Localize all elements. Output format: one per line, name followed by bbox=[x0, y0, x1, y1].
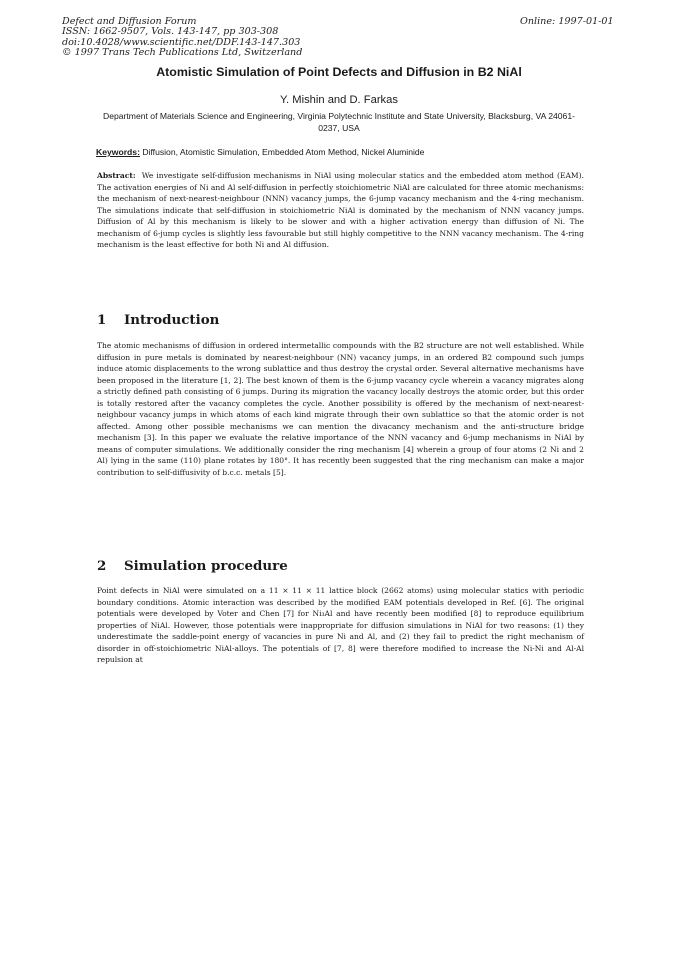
keywords bbox=[96, 146, 616, 158]
affiliation: Department of Materials Science and Engineering, Virginia Polytechnic Institute and State University, Blacksburg, VA 24061-0237, USA bbox=[103, 111, 575, 133]
journal-header bbox=[62, 17, 362, 59]
paragraph: The atomic mechanisms of diffusion in ordered intermetallic compounds with the B2 structure are not well established. While diffusion in pure metals is dominated by nearest-neighbour (NN) vacancy jumps, in an ordered B2 compound such jumps induce atomic displacements to the wrong sublattice and thus destroy the crystal order. Several alternative mechanisms have been proposed in the literature [1, 2]. The best known of them is the 6-jump vacancy cycle wherein a vacancy migrates along a strictly defined path consisting of 6 jumps. During its migration the vacancy locally destroys the atomic order, but this order is totally restored after the vacancy completes the cycle. Another possibility is offered by the mechanism of next-nearest-neighbour vacancy jumps in which atoms of each kind migrate through their own sublattice so that the atomic order is not affected. Among other possible mechanisms we can mention the divacancy mechanism and the anti-structure bridge mechanism [3]. In this paper we evaluate the relative importance of the NNN vacancy and 6-jump mechanisms in NiAl by means of computer simulations. We additionally consider the ring mechanism [4] wherein a group of four atoms (2 Ni and 2 Al) lying in the same (110) plane rotates by 180°. It has recently been suggested that the ring mechanism can make a major contribution to self-diffusivity of b.c.c. metals [5]. bbox=[97, 341, 584, 478]
section-number: 2 bbox=[97, 558, 107, 574]
authors: Y. Mishin and D. Farkas bbox=[280, 94, 398, 106]
section-number: 1 bbox=[97, 312, 107, 328]
simulation-body bbox=[97, 585, 584, 666]
section-heading-introduction bbox=[97, 312, 219, 328]
doi-line: doi:10.4028/www.scientific.net/DDF.143-147.303 bbox=[62, 36, 301, 48]
section-title: Simulation procedure bbox=[124, 558, 288, 574]
journal-name: Defect and Diffusion Forum bbox=[62, 16, 197, 27]
section-title: Introduction bbox=[124, 312, 220, 328]
paragraph: Point defects in NiAl were simulated on a 11 × 11 × 11 lattice block (2662 atoms) using molecular statics with periodic boundary conditions. Atomic interaction was described by the modified EAM potentials developed in Ref. [6]. The original potentials were developed by Voter and Chen [7] for Ni₃Al and have recently been modified [8] to reproduce equilibrium properties of NiAl. However, those potentials were inappropriate for diffusion simulations in NiAl for two reasons: (1) they underestimate the saddle-point energy of vacancies in pure Ni and Al, and (2) they fail to predict the right mechanism of disorder in off-stoichiometric NiAl-alloys. The potentials of [7, 8] were therefore modified to increase the Ni-Ni and Al-Al repulsion at bbox=[97, 586, 584, 665]
paper-title: Atomistic Simulation of Point Defects and Diffusion in B2 NiAl bbox=[156, 65, 522, 79]
abstract-label: Abstract: bbox=[97, 171, 136, 180]
issn-line: ISSN: 1662-9507, Vols. 143-147, pp 303-308 bbox=[62, 26, 279, 38]
abstract bbox=[97, 170, 584, 251]
online-date: Online: 1997-01-01 bbox=[520, 16, 614, 27]
introduction-body bbox=[97, 340, 584, 479]
copyright-line: © 1997 Trans Tech Publications Ltd, Switzerland bbox=[62, 47, 303, 59]
section-heading-simulation bbox=[97, 558, 288, 574]
keywords-text: Diffusion, Atomistic Simulation, Embedded Atom Method, Nickel Aluminide bbox=[142, 147, 425, 157]
keywords-label: Keywords: bbox=[96, 147, 140, 157]
abstract-text: We investigate self-diffusion mechanisms in NiAl using molecular statics and the embedded atom method (EAM). The activation energies of Ni and Al self-diffusion in perfectly stoichiometric NiAl are calculated for three atomic mechanisms: the mechanism of next-nearest-neighbour (NNN) vacancy jumps, the 6-jump vacancy mechanism and the 4-ring mechanism. The simulations indicate that self-diffusion in stoichiometric NiAl is dominated by the mechanism of NNN vacancy jumps. Diffusion of Al by this mechanism is likely to be slower and with a higher activation energy than diffusion of Ni. The mechanism of 6-jump cycles is slightly less favourable but still highly competitive to the NNN vacancy mechanism. The 4-ring mechanism is the least effective for both Ni and Al diffusion. bbox=[97, 171, 584, 250]
